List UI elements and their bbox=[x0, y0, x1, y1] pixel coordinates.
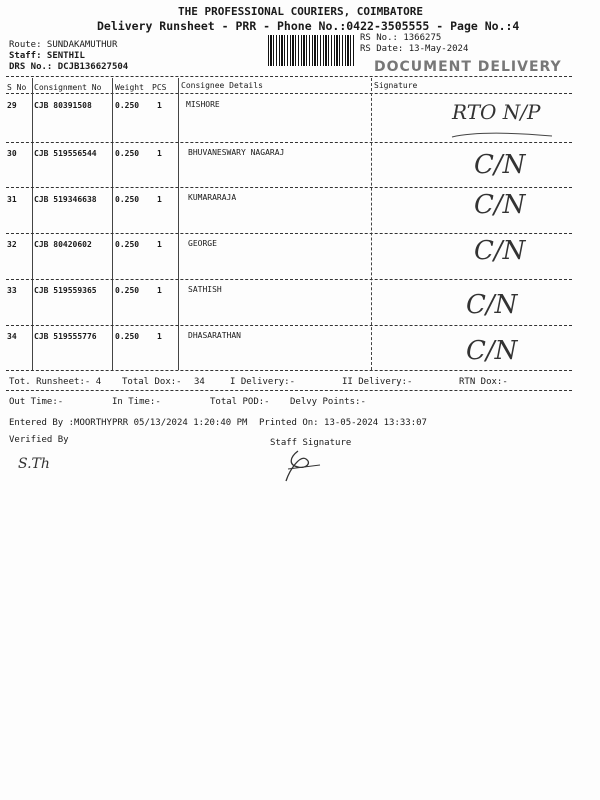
col-header-pcs: PCS bbox=[152, 83, 167, 92]
rs-date: RS Date: 13-May-2024 bbox=[360, 44, 469, 54]
handwritten-signature: C/N bbox=[474, 236, 526, 266]
row-pcs: 1 bbox=[157, 332, 162, 341]
row-consignment: CJB 519346638 bbox=[34, 195, 97, 204]
runsheet-title: Delivery Runsheet - PRR - Phone No.:0422-3505555 - Page No.:4 bbox=[97, 19, 520, 33]
row-pcs: 1 bbox=[157, 195, 162, 204]
row-divider bbox=[6, 233, 572, 234]
total-pod-label: Total POD:- bbox=[210, 397, 270, 407]
column-divider bbox=[371, 78, 372, 370]
col-header-consignment: Consignment No bbox=[34, 83, 102, 92]
row-divider bbox=[6, 279, 572, 280]
row-consignee: SATHISH bbox=[188, 285, 222, 294]
staff-label: Staff: SENTHIL bbox=[9, 51, 85, 61]
row-weight: 0.250 bbox=[115, 101, 140, 110]
col-header-sno: S No bbox=[7, 83, 27, 92]
row-consignment: CJB 519555776 bbox=[34, 332, 97, 341]
row-weight: 0.250 bbox=[115, 149, 140, 158]
barcode-image bbox=[268, 35, 354, 66]
row-weight: 0.250 bbox=[115, 195, 140, 204]
column-divider bbox=[178, 78, 179, 370]
row-consignee: DHASARATHAN bbox=[188, 331, 241, 340]
document-delivery-stamp: DOCUMENT DELIVERY bbox=[374, 59, 562, 75]
row-consignee: KUMARARAJA bbox=[188, 193, 237, 202]
total-runsheet: Tot. Runsheet:- 4 bbox=[9, 377, 102, 387]
row-sno: 33 bbox=[7, 286, 17, 295]
verified-by-label: Verified By bbox=[9, 435, 69, 445]
row-weight: 0.250 bbox=[115, 286, 140, 295]
rto-scribble bbox=[448, 127, 558, 141]
entered-by: Entered By :MOORTHYPRR 05/13/2024 1:20:40 PM bbox=[9, 418, 248, 428]
col-header-consignee: Consignee Details bbox=[181, 81, 263, 90]
printed-on: Printed On: 13-05-2024 13:33:07 bbox=[259, 418, 427, 428]
row-divider bbox=[6, 187, 572, 188]
row-consignment: CJB 80420602 bbox=[34, 240, 92, 249]
row-sno: 34 bbox=[7, 332, 17, 341]
rtn-dox-label: RTN Dox:- bbox=[459, 377, 508, 387]
row-divider bbox=[6, 370, 572, 371]
delvy-points-label: Delvy Points:- bbox=[290, 397, 366, 407]
total-dox-label: Total Dox:- bbox=[122, 377, 182, 387]
divider bbox=[6, 390, 572, 391]
row-consignment: CJB 519556544 bbox=[34, 149, 97, 158]
row-consignment: CJB 519559365 bbox=[34, 286, 97, 295]
row-sno: 31 bbox=[7, 195, 17, 204]
row-consignment: CJB 80391508 bbox=[34, 101, 92, 110]
handwritten-signature: C/N bbox=[466, 336, 518, 366]
staff-signature-mark bbox=[276, 447, 326, 485]
handwritten-signature: C/N bbox=[474, 190, 526, 220]
route-label: Route: SUNDAKAMUTHUR bbox=[9, 40, 118, 50]
handwritten-signature: C/N bbox=[474, 150, 526, 180]
row-pcs: 1 bbox=[157, 240, 162, 249]
handwritten-signature: C/N bbox=[466, 290, 518, 320]
row-consignee: MISHORE bbox=[186, 100, 220, 109]
row-sno: 29 bbox=[7, 101, 17, 110]
row-sno: 32 bbox=[7, 240, 17, 249]
rs-number: RS No.: 1366275 bbox=[360, 33, 442, 43]
divider bbox=[6, 93, 572, 94]
column-divider bbox=[112, 78, 113, 370]
i-delivery-label: I Delivery:- bbox=[230, 377, 296, 387]
divider bbox=[6, 76, 572, 77]
total-dox-value: 34 bbox=[194, 377, 205, 387]
row-weight: 0.250 bbox=[115, 240, 140, 249]
handwritten-signature: RTO N/P bbox=[452, 100, 541, 124]
verified-initials: S.Th bbox=[18, 456, 50, 472]
col-header-weight: Weight bbox=[115, 83, 144, 92]
column-divider bbox=[32, 78, 33, 370]
row-pcs: 1 bbox=[157, 286, 162, 295]
col-header-signature: Signature bbox=[374, 81, 418, 90]
drs-number: DRS No.: DCJB136627504 bbox=[9, 62, 129, 72]
row-divider bbox=[6, 325, 572, 326]
company-name: THE PROFESSIONAL COURIERS, COIMBATORE bbox=[178, 5, 424, 18]
row-sno: 30 bbox=[7, 149, 17, 158]
row-divider bbox=[6, 142, 572, 143]
row-weight: 0.250 bbox=[115, 332, 140, 341]
row-pcs: 1 bbox=[157, 149, 162, 158]
row-consignee: BHUVANESWARY NAGARAJ bbox=[188, 148, 285, 157]
staff-signature-label: Staff Signature bbox=[270, 438, 352, 448]
in-time-label: In Time:- bbox=[112, 397, 161, 407]
out-time-label: Out Time:- bbox=[9, 397, 64, 407]
row-pcs: 1 bbox=[157, 101, 162, 110]
row-consignee: GEORGE bbox=[188, 239, 217, 248]
ii-delivery-label: II Delivery:- bbox=[342, 377, 413, 387]
